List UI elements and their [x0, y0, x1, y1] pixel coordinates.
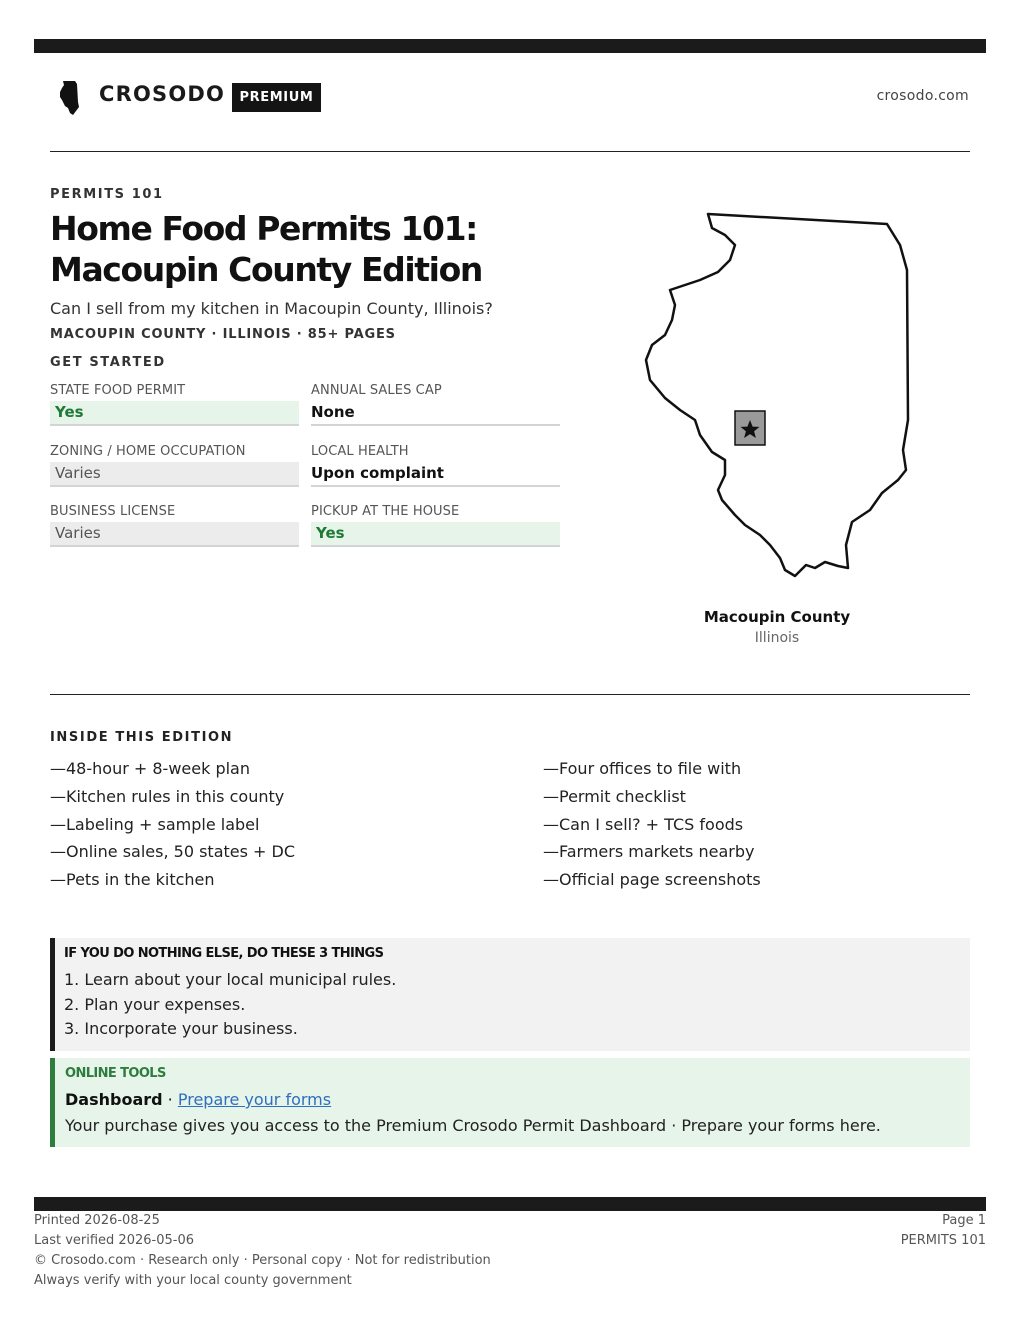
cell-label: LOCAL HEALTH	[311, 444, 409, 459]
list-item: —Official page screenshots	[543, 870, 761, 890]
top-bar	[34, 39, 986, 53]
callout-heading: IF YOU DO NOTHING ELSE, DO THESE 3 THINGS	[64, 946, 384, 961]
cell-label: BUSINESS LICENSE	[50, 504, 176, 519]
dashboard-line	[65, 1090, 331, 1109]
permit-cell-local-health	[311, 442, 560, 487]
inside-heading: INSIDE THIS EDITION	[50, 730, 234, 745]
section-kicker: PERMITS 101	[50, 187, 164, 202]
cell-label: ZONING / HOME OCCUPATION	[50, 444, 246, 459]
list-item: —Kitchen rules in this county	[50, 786, 285, 806]
bottom-bar	[34, 1197, 986, 1211]
site-url[interactable]: crosodo.com	[876, 88, 969, 104]
list-item: 1. Learn about your local municipal rules.	[64, 970, 397, 989]
verified-date: Last verified 2026-05-06	[34, 1233, 194, 1248]
list-item: —48-hour + 8-week plan	[50, 759, 250, 778]
status-badge: Yes	[311, 522, 560, 547]
header-divider	[50, 151, 970, 152]
permit-cell-pickup	[311, 502, 560, 547]
three-things-callout	[50, 938, 970, 1051]
callout-items	[64, 968, 396, 1042]
list-item: —Four offices to file with	[543, 759, 742, 778]
illinois-outline	[646, 214, 908, 576]
permit-cell-business-license	[50, 502, 299, 547]
page-meta: MACOUPIN COUNTY · ILLINOIS · 85+ PAGES	[50, 327, 396, 342]
verify-note: Always verify with your local county government	[34, 1273, 352, 1288]
list-item: 2. Plan your expenses.	[64, 994, 246, 1014]
list-item: —Labeling + sample label	[50, 814, 260, 834]
title-line-2: Macoupin County Edition	[50, 250, 482, 289]
premium-badge: PREMIUM	[232, 83, 321, 112]
section-divider	[50, 694, 970, 695]
title-line-1: Home Food Permits 101:	[50, 209, 477, 248]
list-item: —Farmers markets nearby	[543, 842, 755, 862]
status-value: None	[311, 401, 560, 426]
list-item: —Pets in the kitchen	[50, 870, 215, 890]
printed-date: Printed 2026-08-25	[34, 1213, 160, 1228]
status-badge: Yes	[50, 401, 299, 426]
contents-list-right	[543, 755, 761, 894]
cell-label: STATE FOOD PERMIT	[50, 383, 186, 398]
illinois-logo-icon	[58, 80, 84, 116]
status-value: Upon complaint	[311, 462, 560, 487]
footer-right	[901, 1211, 986, 1251]
map-state-name: Illinois	[754, 630, 800, 646]
footer-section: PERMITS 101	[900, 1233, 986, 1248]
cell-label: PICKUP AT THE HOUSE	[311, 504, 460, 519]
dashboard-description: Your purchase gives you access to the Premium Crosodo Permit Dashboard · Prepare your forms here.	[65, 1116, 881, 1135]
dashboard-label: Dashboard	[65, 1090, 163, 1109]
permit-cell-zoning	[50, 442, 299, 487]
permit-cell-annual-sales-cap	[311, 381, 560, 426]
brand-name: CROSODO	[99, 82, 226, 106]
status-badge: Varies	[50, 522, 299, 547]
list-item: —Can I sell? + TCS foods	[543, 814, 744, 834]
prepare-forms-link[interactable]: Prepare your forms	[177, 1090, 332, 1109]
get-started-heading: GET STARTED	[50, 355, 166, 370]
list-item: 3. Incorporate your business.	[64, 1019, 298, 1038]
separator: ·	[162, 1090, 178, 1109]
page-title	[50, 208, 610, 290]
list-item: —Online sales, 50 states + DC	[50, 842, 296, 862]
copyright-note: © Crosodo.com · Research only · Personal copy · Not for redistribution	[34, 1253, 491, 1268]
illinois-map	[640, 205, 920, 585]
list-item: —Permit checklist	[543, 786, 686, 806]
map-county-name: Macoupin County	[703, 608, 851, 626]
callout-heading: ONLINE TOOLS	[65, 1066, 166, 1081]
page-subtitle: Can I sell from my kitchen in Macoupin County, Illinois?	[50, 299, 493, 318]
status-badge: Varies	[50, 462, 299, 487]
page-number: Page 1	[942, 1213, 986, 1228]
cell-label: ANNUAL SALES CAP	[311, 383, 442, 398]
permit-cell-state-food-permit	[50, 381, 299, 426]
footer-left	[34, 1211, 491, 1291]
online-tools-callout	[50, 1058, 970, 1147]
contents-list-left	[50, 755, 295, 894]
